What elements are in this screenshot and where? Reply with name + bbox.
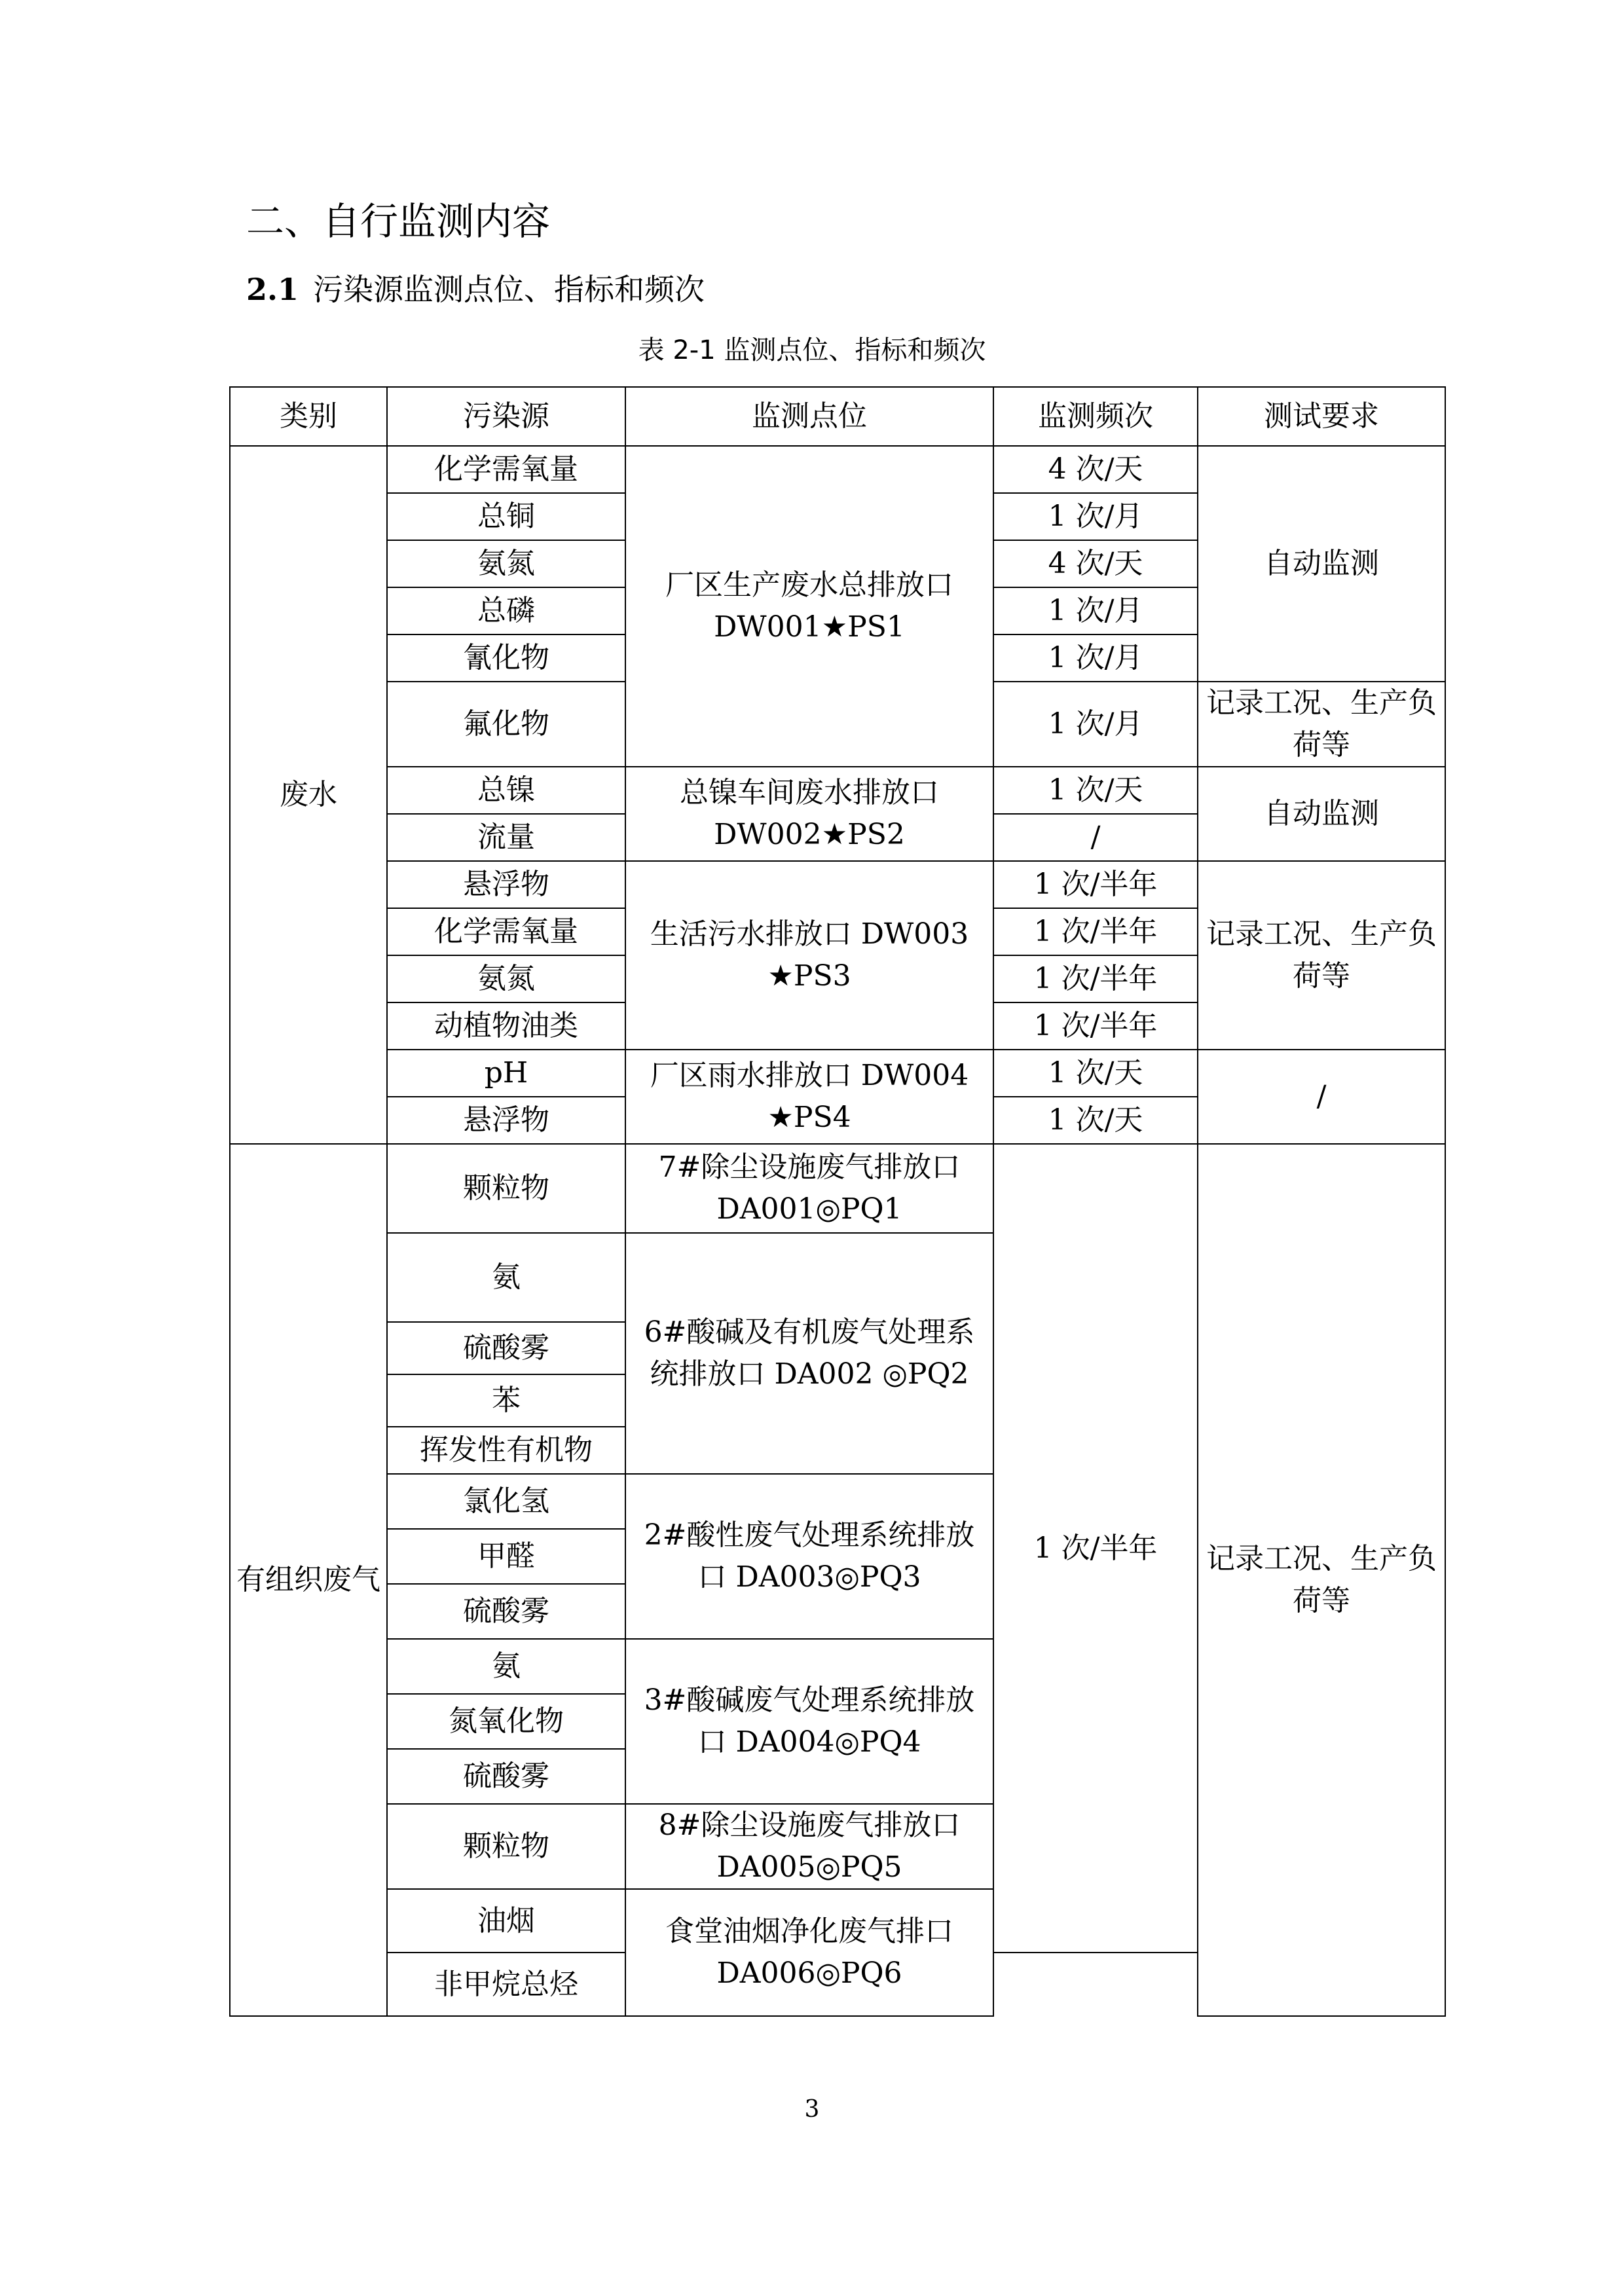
frequency-cell: 1 次/天 [993,1050,1198,1097]
monitoring-point-cell: 6#酸碱及有机废气处理系统排放口 DA002 ◎PQ2 [625,1233,993,1474]
requirement-cell: / [1198,1050,1445,1144]
pollutant-cell: 氟化物 [387,682,625,767]
header-cell: 测试要求 [1198,387,1445,446]
pollutant-cell: 苯 [387,1374,625,1427]
subsection-text: 污染源监测点位、指标和频次 [313,272,705,307]
pollutant-cell: 颗粒物 [387,1144,625,1233]
header-cell: 类别 [230,387,387,446]
monitoring-point-cell: 食堂油烟净化废气排口 DA006◎PQ6 [625,1889,993,2016]
pollutant-cell: 挥发性有机物 [387,1427,625,1474]
monitoring-point-cell: 8#除尘设施废气排放口 DA005◎PQ5 [625,1804,993,1889]
pollutant-cell: 颗粒物 [387,1804,625,1889]
pollutant-cell: 氰化物 [387,634,625,682]
requirement-cell: 记录工况、生产负荷等 [1198,861,1445,1050]
pollutant-cell: 油烟 [387,1889,625,1953]
pollutant-cell: 氨 [387,1233,625,1322]
requirement-cell: 记录工况、生产负荷等 [1198,1144,1445,2016]
frequency-cell: 1 次/半年 [993,1144,1198,1953]
requirement-cell: 记录工况、生产负荷等 [1198,682,1445,767]
table-row [230,1144,1445,1233]
frequency-cell: 1 次/半年 [993,861,1198,908]
monitoring-point-cell: 7#除尘设施废气排放口 DA001◎PQ1 [625,1144,993,1233]
pollutant-cell: 氨氮 [387,540,625,587]
pollutant-cell: 氮氧化物 [387,1694,625,1749]
pollutant-cell: 甲醛 [387,1529,625,1584]
monitoring-table [229,386,1446,2017]
frequency-cell: / [993,814,1198,861]
pollutant-cell: 非甲烷总烃 [387,1953,625,2016]
pollutant-cell: 流量 [387,814,625,861]
frequency-cell: 1 次/半年 [993,955,1198,1002]
table-row [230,1050,1445,1097]
table-header-row [230,387,1445,446]
frequency-cell: 4 次/天 [993,446,1198,493]
frequency-cell: 1 次/月 [993,587,1198,634]
pollutant-cell: 硫酸雾 [387,1584,625,1639]
frequency-cell: 1 次/半年 [993,908,1198,955]
pollutant-cell: pH [387,1050,625,1097]
page-number: 3 [804,2096,820,2123]
header-cell: 监测频次 [993,387,1198,446]
pollutant-cell: 悬浮物 [387,1097,625,1144]
monitoring-point-cell: 生活污水排放口 DW003 ★PS3 [625,861,993,1050]
frequency-cell: 1 次/半年 [993,1002,1198,1050]
table-row [230,861,1445,908]
table-caption: 表 2-1 监测点位、指标和频次 [638,335,986,365]
pollutant-cell: 氨 [387,1639,625,1694]
pollutant-cell: 氯化氢 [387,1474,625,1529]
frequency-cell: 4 次/天 [993,540,1198,587]
pollutant-cell: 动植物油类 [387,1002,625,1050]
pollutant-cell: 化学需氧量 [387,446,625,493]
subsection-title [246,268,705,310]
category-cell: 废水 [230,446,387,1144]
pollutant-cell: 悬浮物 [387,861,625,908]
section-title: 二、自行监测内容 [246,199,551,244]
pollutant-cell: 化学需氧量 [387,908,625,955]
pollutant-cell: 硫酸雾 [387,1322,625,1374]
frequency-cell: 1 次/月 [993,493,1198,540]
header-cell: 污染源 [387,387,625,446]
monitoring-point-cell: 2#酸性废气处理系统排放口 DA003◎PQ3 [625,1474,993,1639]
pollutant-cell: 总磷 [387,587,625,634]
monitoring-point-cell: 总镍车间废水排放口 DW002★PS2 [625,767,993,861]
pollutant-cell: 氨氮 [387,955,625,1002]
pollutant-cell: 总镍 [387,767,625,814]
header-cell: 监测点位 [625,387,993,446]
monitoring-point-cell: 3#酸碱废气处理系统排放口 DA004◎PQ4 [625,1639,993,1804]
pollutant-cell: 总铜 [387,493,625,540]
frequency-cell: 1 次/天 [993,767,1198,814]
monitoring-point-cell: 厂区生产废水总排放口 DW001★PS1 [625,446,993,767]
requirement-cell: 自动监测 [1198,767,1445,861]
table-row [230,767,1445,814]
frequency-cell: 1 次/月 [993,682,1198,767]
frequency-cell: 1 次/月 [993,634,1198,682]
requirement-cell: 自动监测 [1198,446,1445,682]
monitoring-point-cell: 厂区雨水排放口 DW004 ★PS4 [625,1050,993,1144]
category-cell: 有组织废气 [230,1144,387,2016]
table-row [230,446,1445,493]
subsection-number: 2.1 [246,272,299,307]
frequency-cell: 1 次/天 [993,1097,1198,1144]
pollutant-cell: 硫酸雾 [387,1749,625,1804]
